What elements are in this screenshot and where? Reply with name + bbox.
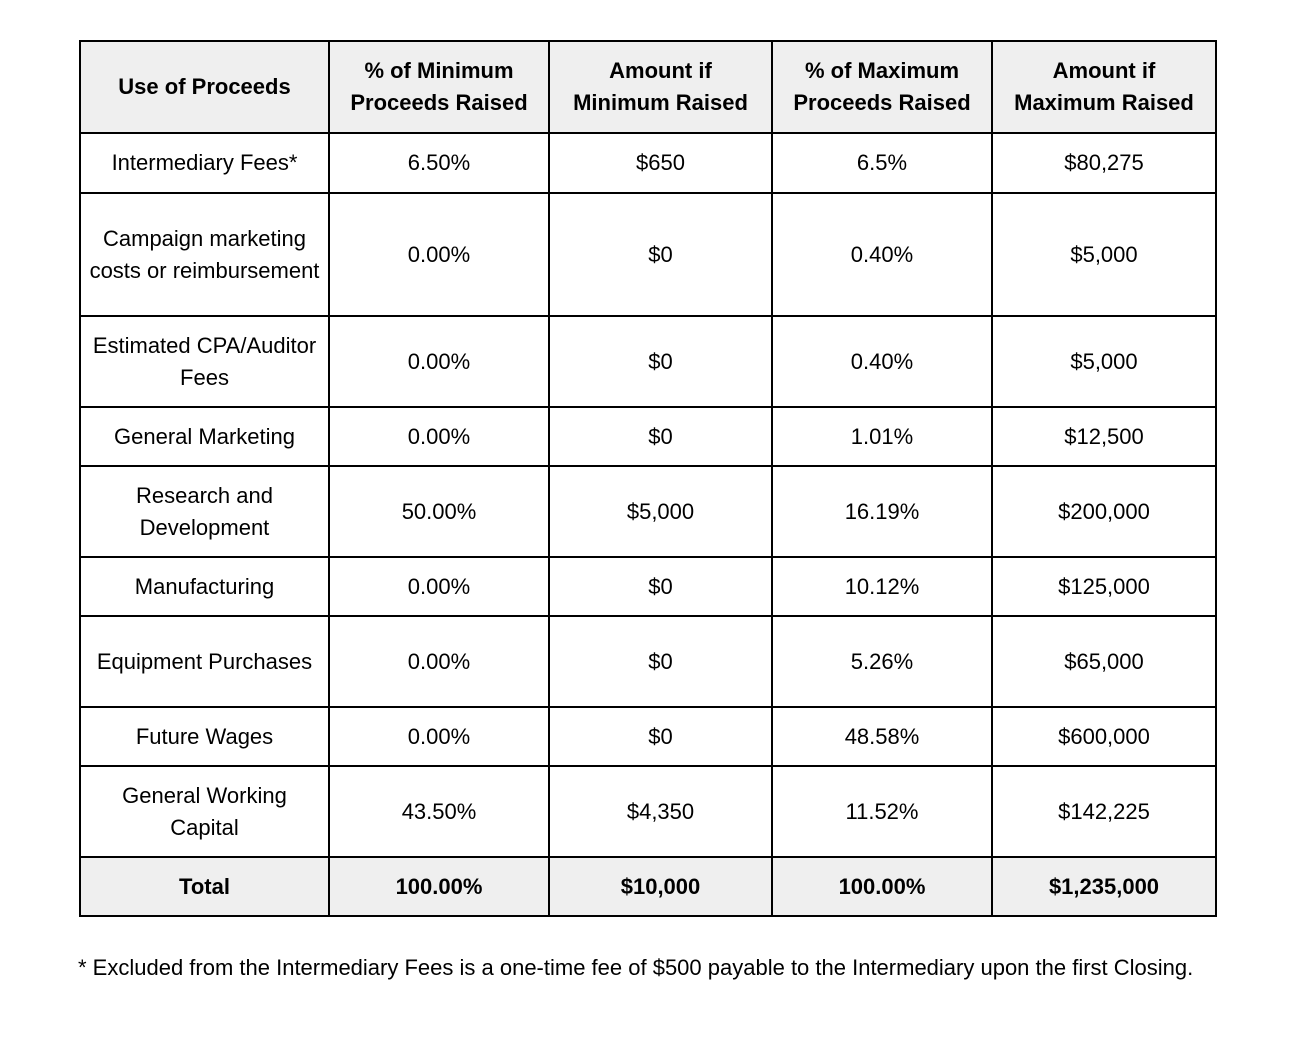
total-pct-maximum: 100.00% <box>772 857 992 916</box>
cell-pct-maximum: 16.19% <box>772 466 992 557</box>
table-row <box>80 707 1216 766</box>
table-row <box>80 193 1216 316</box>
cell-pct-minimum: 50.00% <box>329 466 549 557</box>
total-label: Total <box>80 857 329 916</box>
cell-pct-minimum: 6.50% <box>329 133 549 193</box>
cell-amount-maximum: $80,275 <box>992 133 1216 193</box>
cell-amount-minimum: $0 <box>549 557 772 616</box>
cell-use: Research and Development <box>80 466 329 557</box>
cell-amount-maximum: $125,000 <box>992 557 1216 616</box>
total-amount-maximum: $1,235,000 <box>992 857 1216 916</box>
cell-amount-minimum: $0 <box>549 407 772 466</box>
cell-pct-minimum: 0.00% <box>329 316 549 407</box>
cell-use: Equipment Purchases <box>80 616 329 707</box>
header-pct-minimum: % of Minimum Proceeds Raised <box>329 41 549 133</box>
cell-amount-maximum: $5,000 <box>992 193 1216 316</box>
cell-amount-maximum: $65,000 <box>992 616 1216 707</box>
table-row <box>80 557 1216 616</box>
cell-pct-maximum: 1.01% <box>772 407 992 466</box>
cell-pct-maximum: 0.40% <box>772 316 992 407</box>
use-of-proceeds-table <box>79 40 1217 917</box>
cell-use: Intermediary Fees* <box>80 133 329 193</box>
cell-pct-minimum: 0.00% <box>329 557 549 616</box>
header-amount-minimum: Amount if Minimum Raised <box>549 41 772 133</box>
header-pct-maximum: % of Maximum Proceeds Raised <box>772 41 992 133</box>
cell-amount-maximum: $12,500 <box>992 407 1216 466</box>
table-row <box>80 766 1216 857</box>
cell-use: Campaign marketing costs or reimbursement <box>80 193 329 316</box>
cell-amount-minimum: $0 <box>549 616 772 707</box>
cell-pct-maximum: 48.58% <box>772 707 992 766</box>
cell-pct-maximum: 6.5% <box>772 133 992 193</box>
table-row <box>80 407 1216 466</box>
cell-amount-minimum: $5,000 <box>549 466 772 557</box>
cell-amount-minimum: $0 <box>549 193 772 316</box>
table-row <box>80 316 1216 407</box>
table-row <box>80 466 1216 557</box>
cell-use: General Working Capital <box>80 766 329 857</box>
cell-use: Manufacturing <box>80 557 329 616</box>
cell-amount-minimum: $0 <box>549 316 772 407</box>
table-total-row <box>80 857 1216 916</box>
cell-pct-maximum: 10.12% <box>772 557 992 616</box>
total-amount-minimum: $10,000 <box>549 857 772 916</box>
cell-amount-maximum: $600,000 <box>992 707 1216 766</box>
cell-amount-maximum: $200,000 <box>992 466 1216 557</box>
cell-amount-minimum: $4,350 <box>549 766 772 857</box>
table-row <box>80 616 1216 707</box>
footnote: * Excluded from the Intermediary Fees is a one-time fee of $500 payable to the Intermediary upon the first Closing. <box>78 955 1194 980</box>
cell-pct-minimum: 0.00% <box>329 193 549 316</box>
table-header-row <box>80 41 1216 133</box>
cell-pct-minimum: 0.00% <box>329 707 549 766</box>
cell-amount-maximum: $5,000 <box>992 316 1216 407</box>
header-amount-maximum: Amount if Maximum Raised <box>992 41 1216 133</box>
cell-pct-minimum: 0.00% <box>329 407 549 466</box>
total-pct-minimum: 100.00% <box>329 857 549 916</box>
cell-use: Estimated CPA/Auditor Fees <box>80 316 329 407</box>
cell-pct-maximum: 5.26% <box>772 616 992 707</box>
cell-amount-minimum: $0 <box>549 707 772 766</box>
table-row <box>80 133 1216 193</box>
cell-amount-minimum: $650 <box>549 133 772 193</box>
header-use-of-proceeds: Use of Proceeds <box>80 41 329 133</box>
cell-pct-maximum: 0.40% <box>772 193 992 316</box>
cell-use: Future Wages <box>80 707 329 766</box>
cell-pct-minimum: 0.00% <box>329 616 549 707</box>
cell-pct-minimum: 43.50% <box>329 766 549 857</box>
cell-pct-maximum: 11.52% <box>772 766 992 857</box>
cell-use: General Marketing <box>80 407 329 466</box>
cell-amount-maximum: $142,225 <box>992 766 1216 857</box>
